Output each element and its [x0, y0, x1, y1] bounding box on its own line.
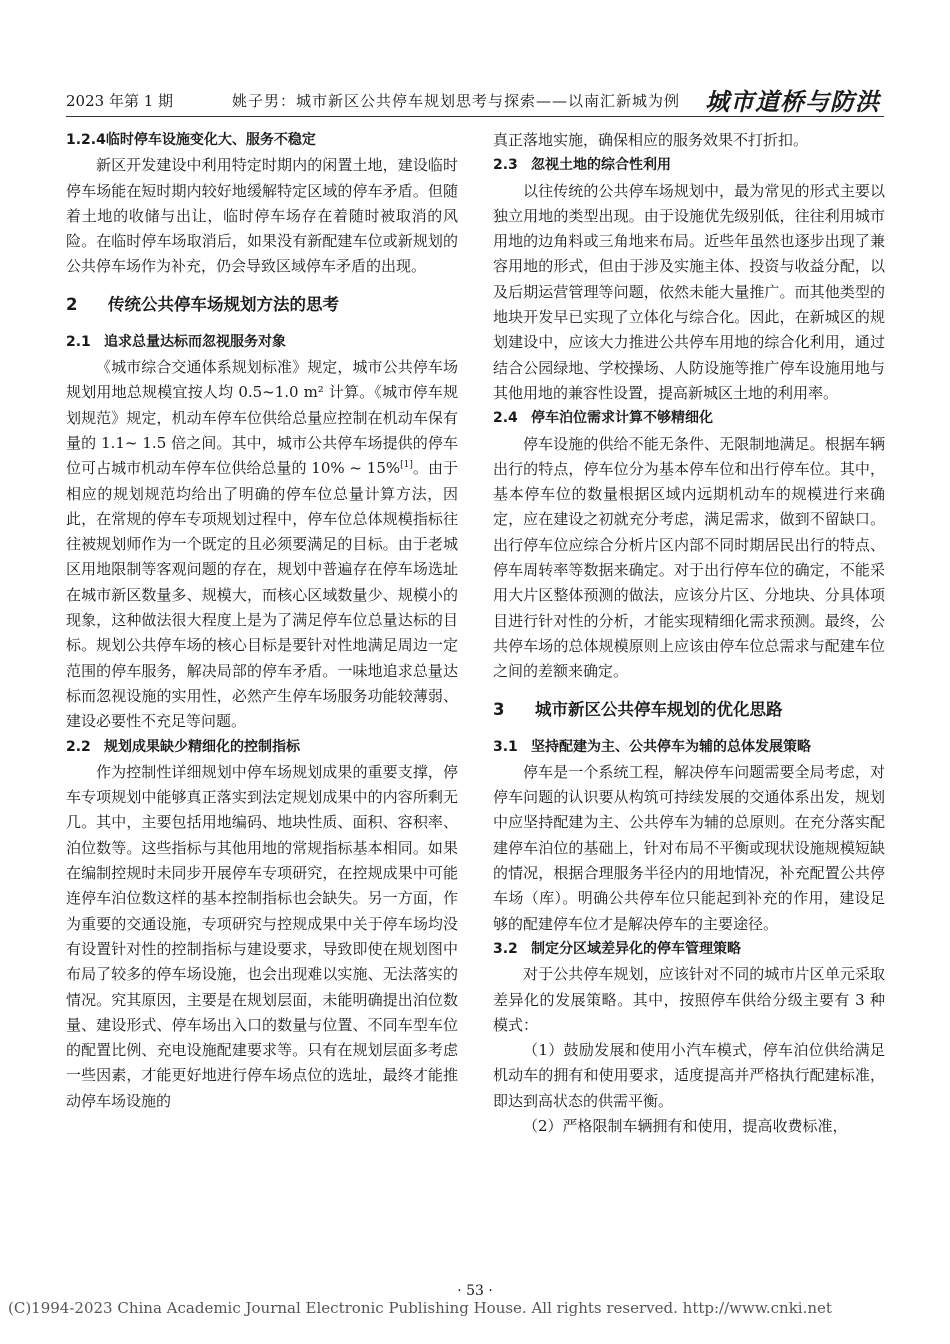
- copyright-footer: (C)1994-2023 China Academic Journal Electronic Publishing House. All rights reserved. http://www.cnki.net: [8, 1299, 832, 1317]
- list-item: （1）鼓励发展和使用小汽车模式，停车泊位供给满足机动车的拥有和使用要求，适度提高并严格执行配建标准，即达到高状态的供需平衡。: [493, 1041, 885, 1110]
- heading-2-4: 2.4 停车泊位需求计算不够精细化: [493, 410, 713, 427]
- paragraph: 新区开发建设中利用特定时期内的闲置土地，建设临时停车场能在短时期内较好地缓解特定区域的停车矛盾。但随着土地的收储与出让，临时停车场存在着随时被取消的风险。在临时停车场取消后，如果没有新配建车位或新规划的公共停车场作为补充，仍会导致区域停车矛盾的出现。: [66, 156, 458, 276]
- paragraph: 对于公共停车规划，应该针对不同的城市片区单元采取差异化的发展策略。其中，按照停车供给分级主要有 3 种模式：: [493, 965, 885, 1034]
- heading-2-1: 2.1 追求总量达标而忽视服务对象: [66, 333, 286, 350]
- heading-3-2: 3.2 制定分区域差异化的停车管理策略: [493, 940, 741, 957]
- paragraph: 《城市综合交通体系规划标准》规定，城市公共停车场规划用地总规模宜按人均 0.5~1.0 m² 计算。《城市停车规划规范》规定，机动车停车位供给总量应控制在机动车保有量的 1.1~ 1.5 倍之间。其中，城市公共停车场提供的停车位可占城市机动车停车位供给总量的 10% ~ 15%[1]。由于相应的规划规范均给出了明确的停车位总量计算方法，因此，在常规的停车专项规划过程中，停车位总体规模指标往往被规划师作为一个既定的且必须要满足的目标。由于老城区用地限制等客观问题的存在，规划中普遍存在停车场选址在城市新区数量多、规模大，而核心区域数量少、规模小的现象，这种做法很大程度上是为了满足停车位总量达标的目标。规划公共停车场的核心目标是要针对性地满足周边一定范围的停车服务，解决局部的停车矛盾。一味地追求总量达标而忽视设施的实用性，必然产生停车场服务功能较薄弱、建设必要性不充足等问题。: [66, 358, 458, 731]
- paragraph: 停车是一个系统工程，解决停车问题需要全局考虑，对停车问题的认识要从构筑可持续发展的交通体系出发，规划中应坚持配建为主、公共停车为辅的总原则。在充分落实配建停车泊位的基础上，针对布局不平衡或现状设施规模短缺的情况，根据合理服务半径内的用地情况，补充配置公共停车场（库）。明确公共停车位只能起到补充的作用，建设足够的配建停车位才是解决停车的主要途径。: [493, 762, 885, 933]
- page-number: · 53 ·: [457, 1283, 493, 1299]
- paragraph: 作为控制性详细规划中停车场规划成果的重要支撑，停车专项规划中能够真正落实到法定规划成果中的内容所剩无几。其中，主要包括用地编码、地块性质、面积、容积率、泊位数等。这些指标与其他用地的常规指标基本相同。如果在编制控规时未同步开展停车专项研究，在控规成果中可能连停车泊位数这样的基本控制指标也会缺失。另一方面，作为重要的交通设施，专项研究与控规成果中关于停车场均没有设置针对性的控制指标与建设要求，导致即使在规划图中布局了较多的停车场设施，也会出现难以实施、无法落实的情况。究其原因，主要是在规划层面，未能明确提出泊位数量、建设形式、停车场出入口的数量与位置、不同车型车位的配置比例、充电设施配建要求等。只有在规划层面多考虑一些因素，才能更好地进行停车场点位的选址，最终才能推动停车场设施的: [66, 762, 458, 1110]
- citation-ref: [1]: [400, 460, 413, 471]
- heading-3: 3 城市新区公共停车规划的优化思路: [493, 699, 783, 719]
- heading-1-2-4: 1.2.4临时停车设施变化大、服务不稳定: [66, 132, 316, 148]
- paragraph: 以往传统的公共停车场规划中，最为常见的形式主要以独立用地的类型出现。由于设施优先级别低，往往利用城市用地的边角料或三角地来布局。近些年虽然也逐步出现了兼容用地的形式，但由于涉及实施主体、投资与收益分配，以及后期运营管理等问题，依然未能大量推广。而其他类型的地块开发早已实现了立体化与综合化。因此，在新城区的规划建设中，应该大力推进公共停车用地的综合化利用，通过结合公园绿地、学校操场、人防设施等推广停车设施用地与其他用地的兼容性设置，提高新城区土地的利用率。: [493, 181, 885, 402]
- list-item: （2）严格限制车辆拥有和使用，提高收费标准，: [523, 1116, 848, 1135]
- paragraph-continued: 真正落地实施，确保相应的服务效果不打折扣。: [493, 131, 809, 149]
- paragraph: 停车设施的供给不能无条件、无限制地满足。根据车辆出行的特点，停车位分为基本停车位和出行停车位。其中，基本停车位的数量根据区域内远期机动车的规模进行来确定，应在建设之初就充分考虑，满足需求，做到不留缺口。出行停车位应综合分析片区内部不同时期居民出行的特点、停车周转率等数据来确定。对于出行停车位的确定，不能采用大片区整体预测的做法，应该分片区、分地块、分具体项目进行针对性的分析，才能实现精细化需求预测。最终，公共停车场的总体规模原则上应该由停车位总需求与配建车位之间的差额来确定。: [493, 434, 885, 681]
- heading-2: 2 传统公共停车场规划方法的思考: [66, 294, 339, 314]
- issue-label: 2023 年第 1 期: [66, 92, 174, 110]
- left-column: [66, 128, 458, 1114]
- heading-2-2: 2.2 规划成果缺少精细化的控制指标: [66, 738, 300, 755]
- running-title: 姚子男：城市新区公共停车规划思考与探索——以南汇新城为例: [232, 92, 681, 110]
- right-column: [493, 128, 885, 1139]
- heading-2-3: 2.3 忽视土地的综合性利用: [493, 157, 671, 174]
- header-rule: [66, 116, 884, 117]
- running-header: [66, 84, 884, 114]
- journal-logo: 城市道桥与防洪: [705, 87, 880, 116]
- heading-3-1: 3.1 坚持配建为主、公共停车为辅的总体发展策略: [493, 738, 811, 755]
